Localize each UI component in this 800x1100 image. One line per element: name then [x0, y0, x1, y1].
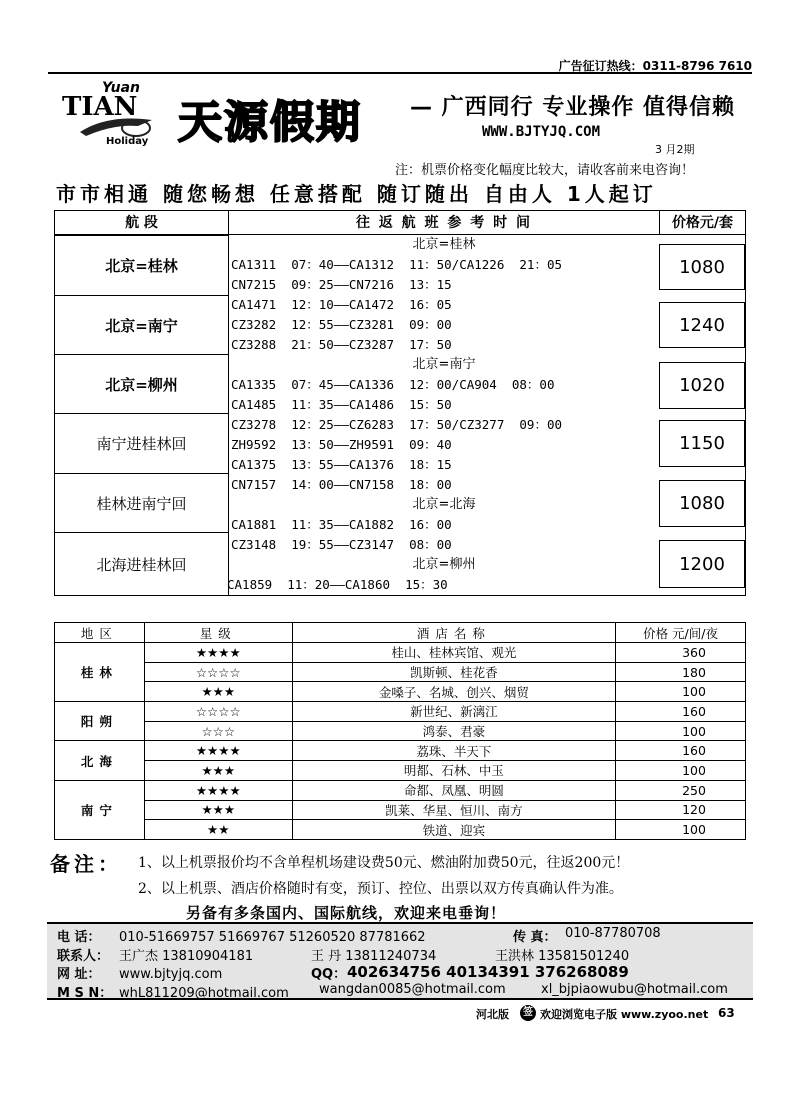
- fax-number[interactable]: 010-87780708: [565, 926, 661, 941]
- price-cell: 1150: [659, 420, 745, 467]
- stars-cell: ★★★: [144, 682, 292, 702]
- region-cell: 桂林: [55, 643, 145, 702]
- edition-badge: 签: [520, 1005, 536, 1021]
- hotel-names-cell: 凯斯顿、桂花香: [292, 662, 615, 682]
- price-cell: 1200: [659, 540, 745, 588]
- region-cell: 阳朔: [55, 702, 145, 741]
- page-number: 63: [718, 1006, 735, 1020]
- stars-cell: ★★★★: [144, 643, 292, 663]
- hotel-price-cell: 160: [616, 741, 746, 761]
- hotel-names-cell: 明都、石林、中玉: [292, 761, 615, 781]
- hotel-names-cell: 桂山、桂林宾馆、观光: [292, 643, 615, 663]
- hotel-names-cell: 凯莱、华星、恒川、南方: [292, 800, 615, 820]
- phone-label: 电 话：: [57, 930, 101, 945]
- contact-person: 王广杰 13810904181: [119, 949, 254, 964]
- table-row: [55, 741, 746, 761]
- schedule-line: CN7157 14：00——CN7158 18：00: [231, 477, 452, 492]
- price-notice: 注：机票价格变化幅度比较大，请收客前来电咨询！: [395, 163, 695, 178]
- price-cell: 1020: [659, 362, 745, 409]
- hotel-price-cell: 100: [616, 682, 746, 702]
- hotel-price-cell: 100: [616, 820, 746, 840]
- table-row: [55, 820, 746, 840]
- logo-top-text: Yuan: [102, 80, 140, 96]
- region-header: 地区: [55, 623, 145, 643]
- stars-header: 星级: [144, 623, 292, 643]
- phone-numbers[interactable]: 010-51669757 51669767 51260520 87781662: [119, 930, 426, 945]
- price-header: 价格元/套: [659, 211, 745, 235]
- schedule-list: [227, 235, 657, 595]
- hotel-names-cell: 荔珠、半天下: [292, 741, 615, 761]
- hotel-price-cell: 360: [616, 643, 746, 663]
- hotel-names-header: 酒店名称: [292, 623, 615, 643]
- fax-label: 传 真：: [513, 930, 557, 945]
- hotel-names-cell: 新世纪、新漓江: [292, 702, 615, 722]
- schedule-line: CZ3278 12：25——CZ6283 17：50/CZ3277 09：00: [231, 417, 562, 432]
- tagline: 市市相通 随您畅想 任意搭配 随订随出 自由人 1人起订: [56, 182, 657, 206]
- hotel-names-cell: 铁道、迎宾: [292, 820, 615, 840]
- schedule-line: CA1471 12：10——CA1472 16：05: [231, 297, 452, 312]
- hotel-price-cell: 100: [616, 761, 746, 781]
- schedule-line: CA1859 11：20——CA1860 15：30: [227, 577, 448, 592]
- stars-cell: ☆☆☆☆: [144, 702, 292, 722]
- schedule-line: CA1485 11：35——CA1486 15：50: [231, 397, 452, 412]
- top-divider: [48, 72, 752, 74]
- qq-label: QQ：: [311, 967, 347, 982]
- extra-routes-note: 另备有多条国内、国际航线，欢迎来电垂询！: [186, 904, 507, 922]
- contact-person: 王洪林 13581501240: [495, 949, 630, 964]
- route-header: 航 段: [55, 211, 229, 235]
- stars-cell: ☆☆☆: [144, 721, 292, 741]
- schedule-line: CN7215 09：25——CN7216 13：15: [231, 277, 452, 292]
- schedule-line: ZH9592 13：50——ZH9591 09：40: [231, 437, 452, 452]
- schedule-line: CA1375 13：55——CA1376 18：15: [231, 457, 452, 472]
- issue-number: 3 月2期: [655, 143, 695, 156]
- hotel-price-cell: 180: [616, 662, 746, 682]
- edition-label: 河北版: [476, 1008, 509, 1021]
- remark-line-2: 2、以上机票、酒店价格随时有变，预订、控位、出票以双方传真确认件为准。: [138, 881, 623, 897]
- hotel-price-header: 价格 元/间/夜: [616, 623, 746, 643]
- website-link[interactable]: www.bjtyjq.com: [119, 967, 223, 982]
- schedule-line: CZ3148 19：55——CZ3147 08：00: [231, 537, 452, 552]
- logo-bottom-text: Holiday: [106, 136, 149, 147]
- stars-cell: ★★★: [144, 761, 292, 781]
- schedule-group-header: 北京=柳州: [412, 557, 476, 572]
- region-cell: 北海: [55, 741, 145, 780]
- footer-welcome[interactable]: 欢迎浏览电子版 www.zyoo.net: [540, 1008, 709, 1021]
- remark-line-1: 1、以上机票报价均不含单程机场建设费50元、燃油附加费50元，往返200元！: [138, 855, 630, 871]
- hotel-price-cell: 250: [616, 780, 746, 800]
- schedule-header: 往 返 航 班 参 考 时 间: [229, 211, 659, 235]
- hotel-price-cell: 160: [616, 702, 746, 722]
- price-cell: 1080: [659, 244, 745, 290]
- contact-panel: [47, 922, 753, 1000]
- table-row: [55, 682, 746, 702]
- table-row: [55, 761, 746, 781]
- contact-person: 王 丹 13811240734: [311, 949, 437, 964]
- hotel-price-cell: 120: [616, 800, 746, 820]
- route-cell: 桂林进南宁回: [55, 473, 229, 532]
- contacts-label: 联系人：: [57, 949, 110, 964]
- ad-hotline: 广告征订热线：0311-8796 7610: [558, 59, 752, 73]
- hotel-names-cell: 金嗓子、名城、创兴、烟贸: [292, 682, 615, 702]
- table-row: [55, 662, 746, 682]
- table-row: [55, 780, 746, 800]
- stars-cell: ★★★★: [144, 741, 292, 761]
- msn-label: M S N：: [57, 986, 113, 1001]
- flight-table: [54, 210, 746, 596]
- stars-cell: ☆☆☆☆: [144, 662, 292, 682]
- route-cell: 北海进桂林回: [55, 532, 229, 595]
- hotel-price-cell: 100: [616, 721, 746, 741]
- price-cell: 1240: [659, 302, 745, 348]
- schedule-group-header: 北京=桂林: [412, 237, 476, 252]
- route-cell: 南宁进桂林回: [55, 413, 229, 473]
- schedule-line: CA1881 11：35——CA1882 16：00: [231, 517, 452, 532]
- stars-cell: ★★: [144, 820, 292, 840]
- company-logo: [62, 80, 162, 150]
- region-cell: 南宁: [55, 780, 145, 839]
- table-row: [55, 702, 746, 722]
- price-cell: 1080: [659, 480, 745, 527]
- schedule-line: CZ3282 12：55——CZ3281 09：00: [231, 317, 452, 332]
- header-website[interactable]: WWW.BJTYJQ.COM: [482, 124, 601, 140]
- hotel-names-cell: 鸿泰、君豪: [292, 721, 615, 741]
- hotel-names-cell: 命都、凤凰、明圆: [292, 780, 615, 800]
- msn-account[interactable]: xl_bjpiaowubu@hotmail.com: [541, 982, 728, 997]
- hotel-table: [54, 622, 746, 840]
- schedule-line: CA1311 07：40——CA1312 11：50/CA1226 21：05: [231, 257, 562, 272]
- stars-cell: ★★★: [144, 800, 292, 820]
- route-cell: 北京=桂林: [55, 235, 229, 295]
- remarks-title: 备注：: [50, 852, 122, 876]
- route-cell: 北京=南宁: [55, 295, 229, 354]
- qq-numbers[interactable]: 402634756 40134391 376268089: [347, 963, 629, 981]
- brand-title: 天源假期: [178, 97, 362, 148]
- slogan: — 广西同行 专业操作 值得信赖: [410, 95, 735, 120]
- website-label: 网 址：: [57, 967, 101, 982]
- msn-account[interactable]: wangdan0085@hotmail.com: [319, 982, 506, 997]
- schedule-group-header: 北京=北海: [412, 497, 476, 512]
- table-row: [55, 721, 746, 741]
- schedule-line: CA1335 07：45——CA1336 12：00/CA904 08：00: [231, 377, 555, 392]
- table-row: [55, 800, 746, 820]
- stars-cell: ★★★★: [144, 780, 292, 800]
- logo-main-text: TIAN: [62, 92, 138, 122]
- schedule-group-header: 北京=南宁: [412, 357, 476, 372]
- route-cell: 北京=柳州: [55, 354, 229, 413]
- schedule-line: CZ3288 21：50——CZ3287 17：50: [231, 337, 452, 352]
- msn-account[interactable]: whL811209@hotmail.com: [119, 986, 289, 1001]
- table-row: [55, 643, 746, 663]
